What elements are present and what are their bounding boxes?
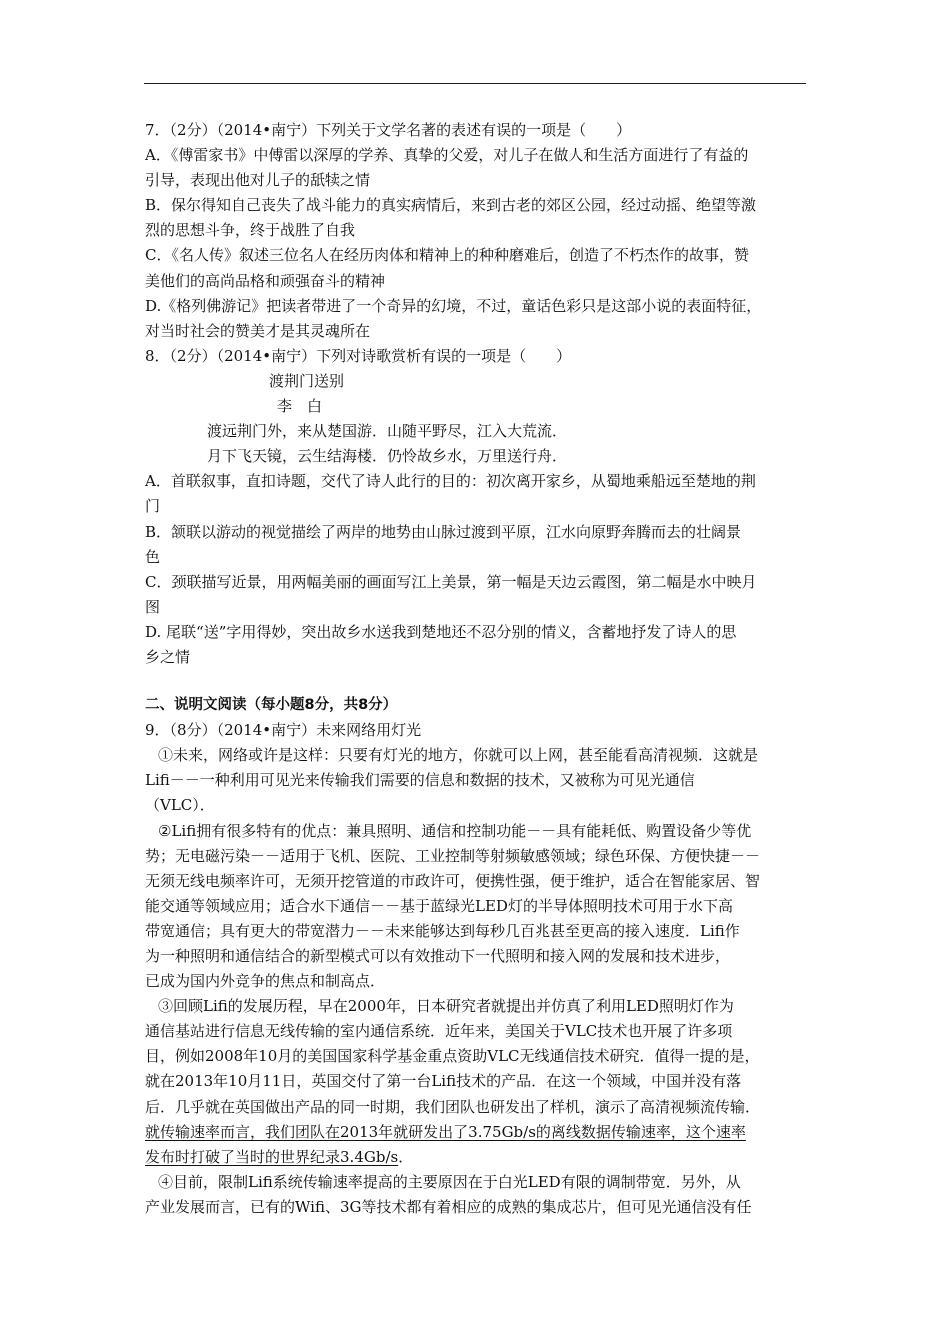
poem-title: 渡荆门送别 [269,371,345,390]
q7-option-d-cont: 对当时社会的赞美才是其灵魂所在 [145,321,371,340]
section-heading: 二、说明文阅读（每小题8分，共8分） [145,697,398,714]
underlined-text: 发布时打破了当时的世界纪录3.4Gb/s [145,1147,399,1166]
q7-stem: 7．（2分）（2014•南宁）下列关于文学名著的表述有误的一项是（ ） [145,121,632,139]
paragraph-line: 目，例如2008年10月的美国国家科学基金重点资助VLC无线通信技术研究．值得一提的是， [145,1047,760,1066]
paragraph-line: 能交通等领域应用；适合水下通信－－基于蓝绿光LED灯的半导体照明技术可用于水下高 [145,896,733,915]
q8-option-a: A．首联叙事，直扣诗题，交代了诗人此行的目的：初次离开家乡，从蜀地乘船远至楚地的荆 [145,472,756,491]
paragraph-line: （VLC）． [145,796,215,815]
underlined-sentence-line [145,1120,807,1145]
q7-option-d: D.《格列佛游记》把读者带进了一个奇异的幻境，不过，童话色彩只是这部小说的表面特征， [145,296,762,315]
section-gap [145,670,807,693]
poem-line-1: 渡远荆门外，来从楚国游．山随平野尽，江入大荒流． [207,422,568,441]
poem-line-2: 月下飞天镜，云生结海楼．仍怜故乡水，万里送行舟． [207,447,568,466]
q8-option-c-cont: 图 [145,597,161,616]
q8-option-b-cont: 色 [145,547,161,566]
paragraph-line: 产业发展而言，已有的Wifi、3G等技术都有着相应的成熟的集成芯片，但可见光通信没有任 [145,1197,752,1216]
q7-option-c-cont: 美他们的高尚品格和顽强奋斗的精神 [145,271,386,290]
sentence-end-mark: ． [398,1147,414,1166]
header-rule [144,83,806,84]
q9-stem: 9．（8分）（2014•南宁）未来网络用灯光 [145,721,422,740]
q7-option-b: B．保尔得知自己丧失了战斗能力的真实病情后，来到古老的郊区公园，经过动摇、绝望等激 [145,196,757,215]
q8-option-a-cont: 门 [145,497,161,516]
paragraph-2 [145,819,807,995]
q8-option-d: D. 尾联“送”字用得妙，突出故乡水送我到楚地还不忍分别的情义，含蓄地抒发了诗人的思 [145,622,737,641]
q8-option-d-cont: 乡之情 [145,647,191,666]
paragraph-line: ②Lifi拥有很多特有的优点：兼具照明、通信和控制功能－－具有能耗低、购置设备少等优 [158,821,752,840]
q7-option-b-cont: 烈的思想斗争，终于战胜了自我 [145,221,356,240]
paragraph-line: ④目前，限制Lifi系统传输速率提高的主要原因在于白光LED有限的调制带宽．另外，从 [158,1172,741,1191]
paragraph-line: 带宽通信；具有更大的带宽潜力－－未来能够达到每秒几百兆甚至更高的接入速度．Lifi作 [145,921,740,940]
paragraph-line: 无须无线电频率许可，无须开挖管道的市政许可，便携性强，便于维护，适合在智能家居、智 [145,871,761,890]
paragraph-line: 后．几乎就在英国做出产品的同一时期，我们团队也研发出了样机，演示了高清视频流传输． [145,1097,761,1116]
paragraph-line: ③回顾Lifi的发展历程，早在2000年，日本研究者就提出并仿真了利用LED照明灯作为 [158,997,734,1016]
document-page [145,118,807,1220]
paragraph-line: 已成为国内外竞争的焦点和制高点． [145,972,386,991]
paragraph-line: 势；无电磁污染－－适用于飞机、医院、工业控制等射频敏感领域；绿色环保、方便快捷－－ [145,846,761,865]
paragraph-line: 就在2013年10月11日，英国交付了第一台Lifi技术的产品．在这一个领域，中国并没有落 [145,1072,742,1091]
poem-author: 李 白 [277,397,323,416]
underlined-sentence-line [145,1145,807,1170]
paragraph-line: 为一种照明和通信结合的新型模式可以有效推动下一代照明和接入网的发展和技术进步， [145,947,731,965]
q8-option-b: B．颔联以游动的视觉描绘了两岸的地势由山脉过渡到平原，江水向原野奔腾而去的壮阔景 [145,522,742,541]
q8-option-c: C．颈联描写近景，用两幅美丽的画面写江上美景，第一幅是天边云霞图，第二幅是水中映月 [145,572,757,591]
q7-option-a-cont: 引导，表现出他对儿子的舐犊之情 [145,171,371,190]
underlined-text: 就传输速率而言，我们团队在2013年就研发出了3.75Gb/s的离线数据传输速率，这个速率 [145,1122,746,1141]
paragraph-line: ①未来，网络或许是这样：只要有灯光的地方，你就可以上网，甚至能看高清视频．这就是 [158,746,759,765]
paragraph-line: 通信基站进行信息无线传输的室内通信系统．近年来，美国关于VLC技术也开展了许多项 [145,1022,733,1041]
paragraph-3 [145,994,807,1170]
paragraph-1 [145,743,807,818]
paragraph-4 [145,1170,807,1220]
q7-option-a: A．《傅雷家书》中傅雷以深厚的学养、真挚的父爱，对儿子在做人和生活方面进行了有益的 [145,146,749,165]
q7-option-c: C．《名人传》叙述三位名人在经历肉体和精神上的种种磨难后，创造了不朽杰作的故事，赞 [145,246,749,265]
paragraph-line: Lifi－－一种利用可见光来传输我们需要的信息和数据的技术，又被称为可见光通信 [145,771,695,790]
q8-stem: 8．（2分）（2014•南宁）下列对诗歌赏析有误的一项是（ ） [145,346,572,365]
